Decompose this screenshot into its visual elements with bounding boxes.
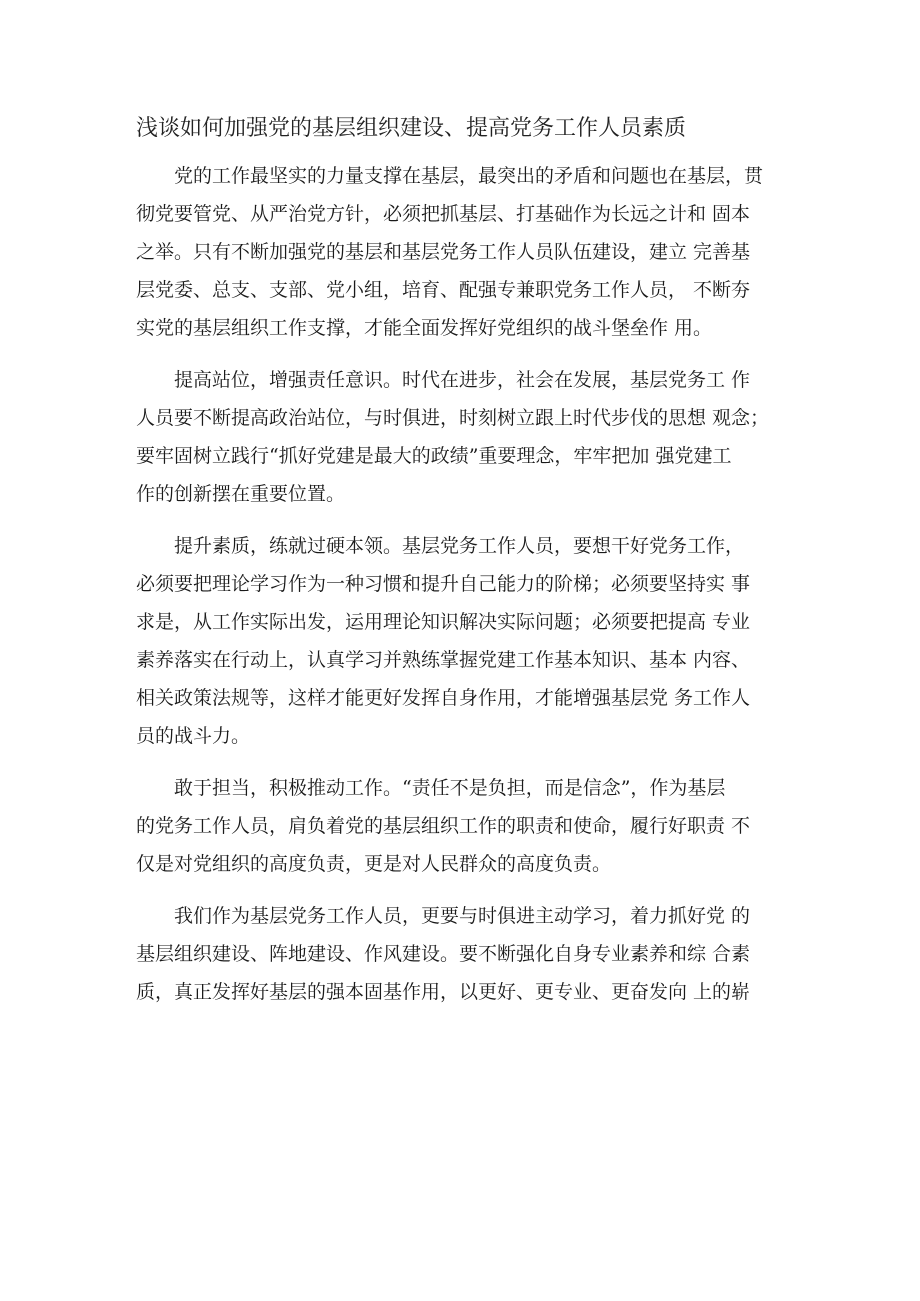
paragraph-line: 党的工作最坚实的力量支撑在基层，最突出的矛盾和问题也在基层，贯 [174,165,764,187]
paragraph-line: 实党的基层组织工作支撑，才能全面发挥好党组织的战斗堡垒作 用。 [136,317,713,339]
paragraph-line: 素养落实在行动上，认真学习并熟练掌握党建工作基本知识、基本 内容、 [136,649,751,671]
document-body [136,157,796,1025]
paragraph-line: 彻党要管党、从严治党方针，必须把抓基层、打基础作为长远之计和 固本 [136,203,751,225]
paragraph [136,527,796,755]
paragraph-line: 的党务工作人员，肩负着党的基层组织工作的职责和使命，履行好职责 不 [136,815,751,837]
paragraph-line: 人员要不断提高政治站位，与时俱进，时刻树立跟上时代步伐的思想 观念； [136,407,770,429]
paragraph-line: 相关政策法规等，这样才能更好发挥自身作用，才能增强基层党 务工作人 [136,687,751,709]
paragraph-line: 质，真正发挥好基层的强本固基作用，以更好、更专业、更奋发向 上的崭 [136,981,751,1003]
paragraph [136,361,796,513]
paragraph [136,897,796,1011]
paragraph-line: 我们作为基层党务工作人员，更要与时俱进主动学习，着力抓好党 的 [174,905,751,927]
paragraph-line: 作的创新摆在重要位置。 [136,483,346,505]
paragraph-line: 层党委、总支、支部、党小组，培育、配强专兼职党务工作人员， 不断夯 [136,279,751,301]
paragraph-line: 提升素质，练就过硬本领。基层党务工作人员，要想干好党务工作， [174,535,745,557]
paragraph-line: 员的战斗力。 [136,725,251,747]
paragraph-line: 仅是对党组织的高度负责，更是对人民群众的高度负责。 [136,853,612,875]
paragraph [136,157,796,347]
paragraph-line: 之举。只有不断加强党的基层和基层党务工作人员队伍建设，建立 完善基 [136,241,751,263]
document-title: 浅谈如何加强党的基层组织建设、提高党务工作人员素质 [136,116,687,141]
paragraph-line: 要牢固树立践行“抓好党建是最大的政绩”重要理念，牢牢把加 强党建工 [136,445,732,467]
paragraph-line: 必须要把理论学习作为一种习惯和提升自己能力的阶梯；必须要坚持实 事 [136,573,751,595]
paragraph [136,769,796,883]
paragraph-line: 求是，从工作实际出发，运用理论知识解决实际问题；必须要把提高 专业 [136,611,751,633]
paragraph-line: 提高站位，增强责任意识。时代在进步，社会在发展，基层党务工 作 [174,369,751,391]
paragraph-line: 基层组织建设、阵地建设、作风建设。要不断强化自身专业素养和综 合素 [136,943,751,965]
paragraph-line: 敢于担当，积极推动工作。“责任不是负担，而是信念”，作为基层 [174,777,726,799]
